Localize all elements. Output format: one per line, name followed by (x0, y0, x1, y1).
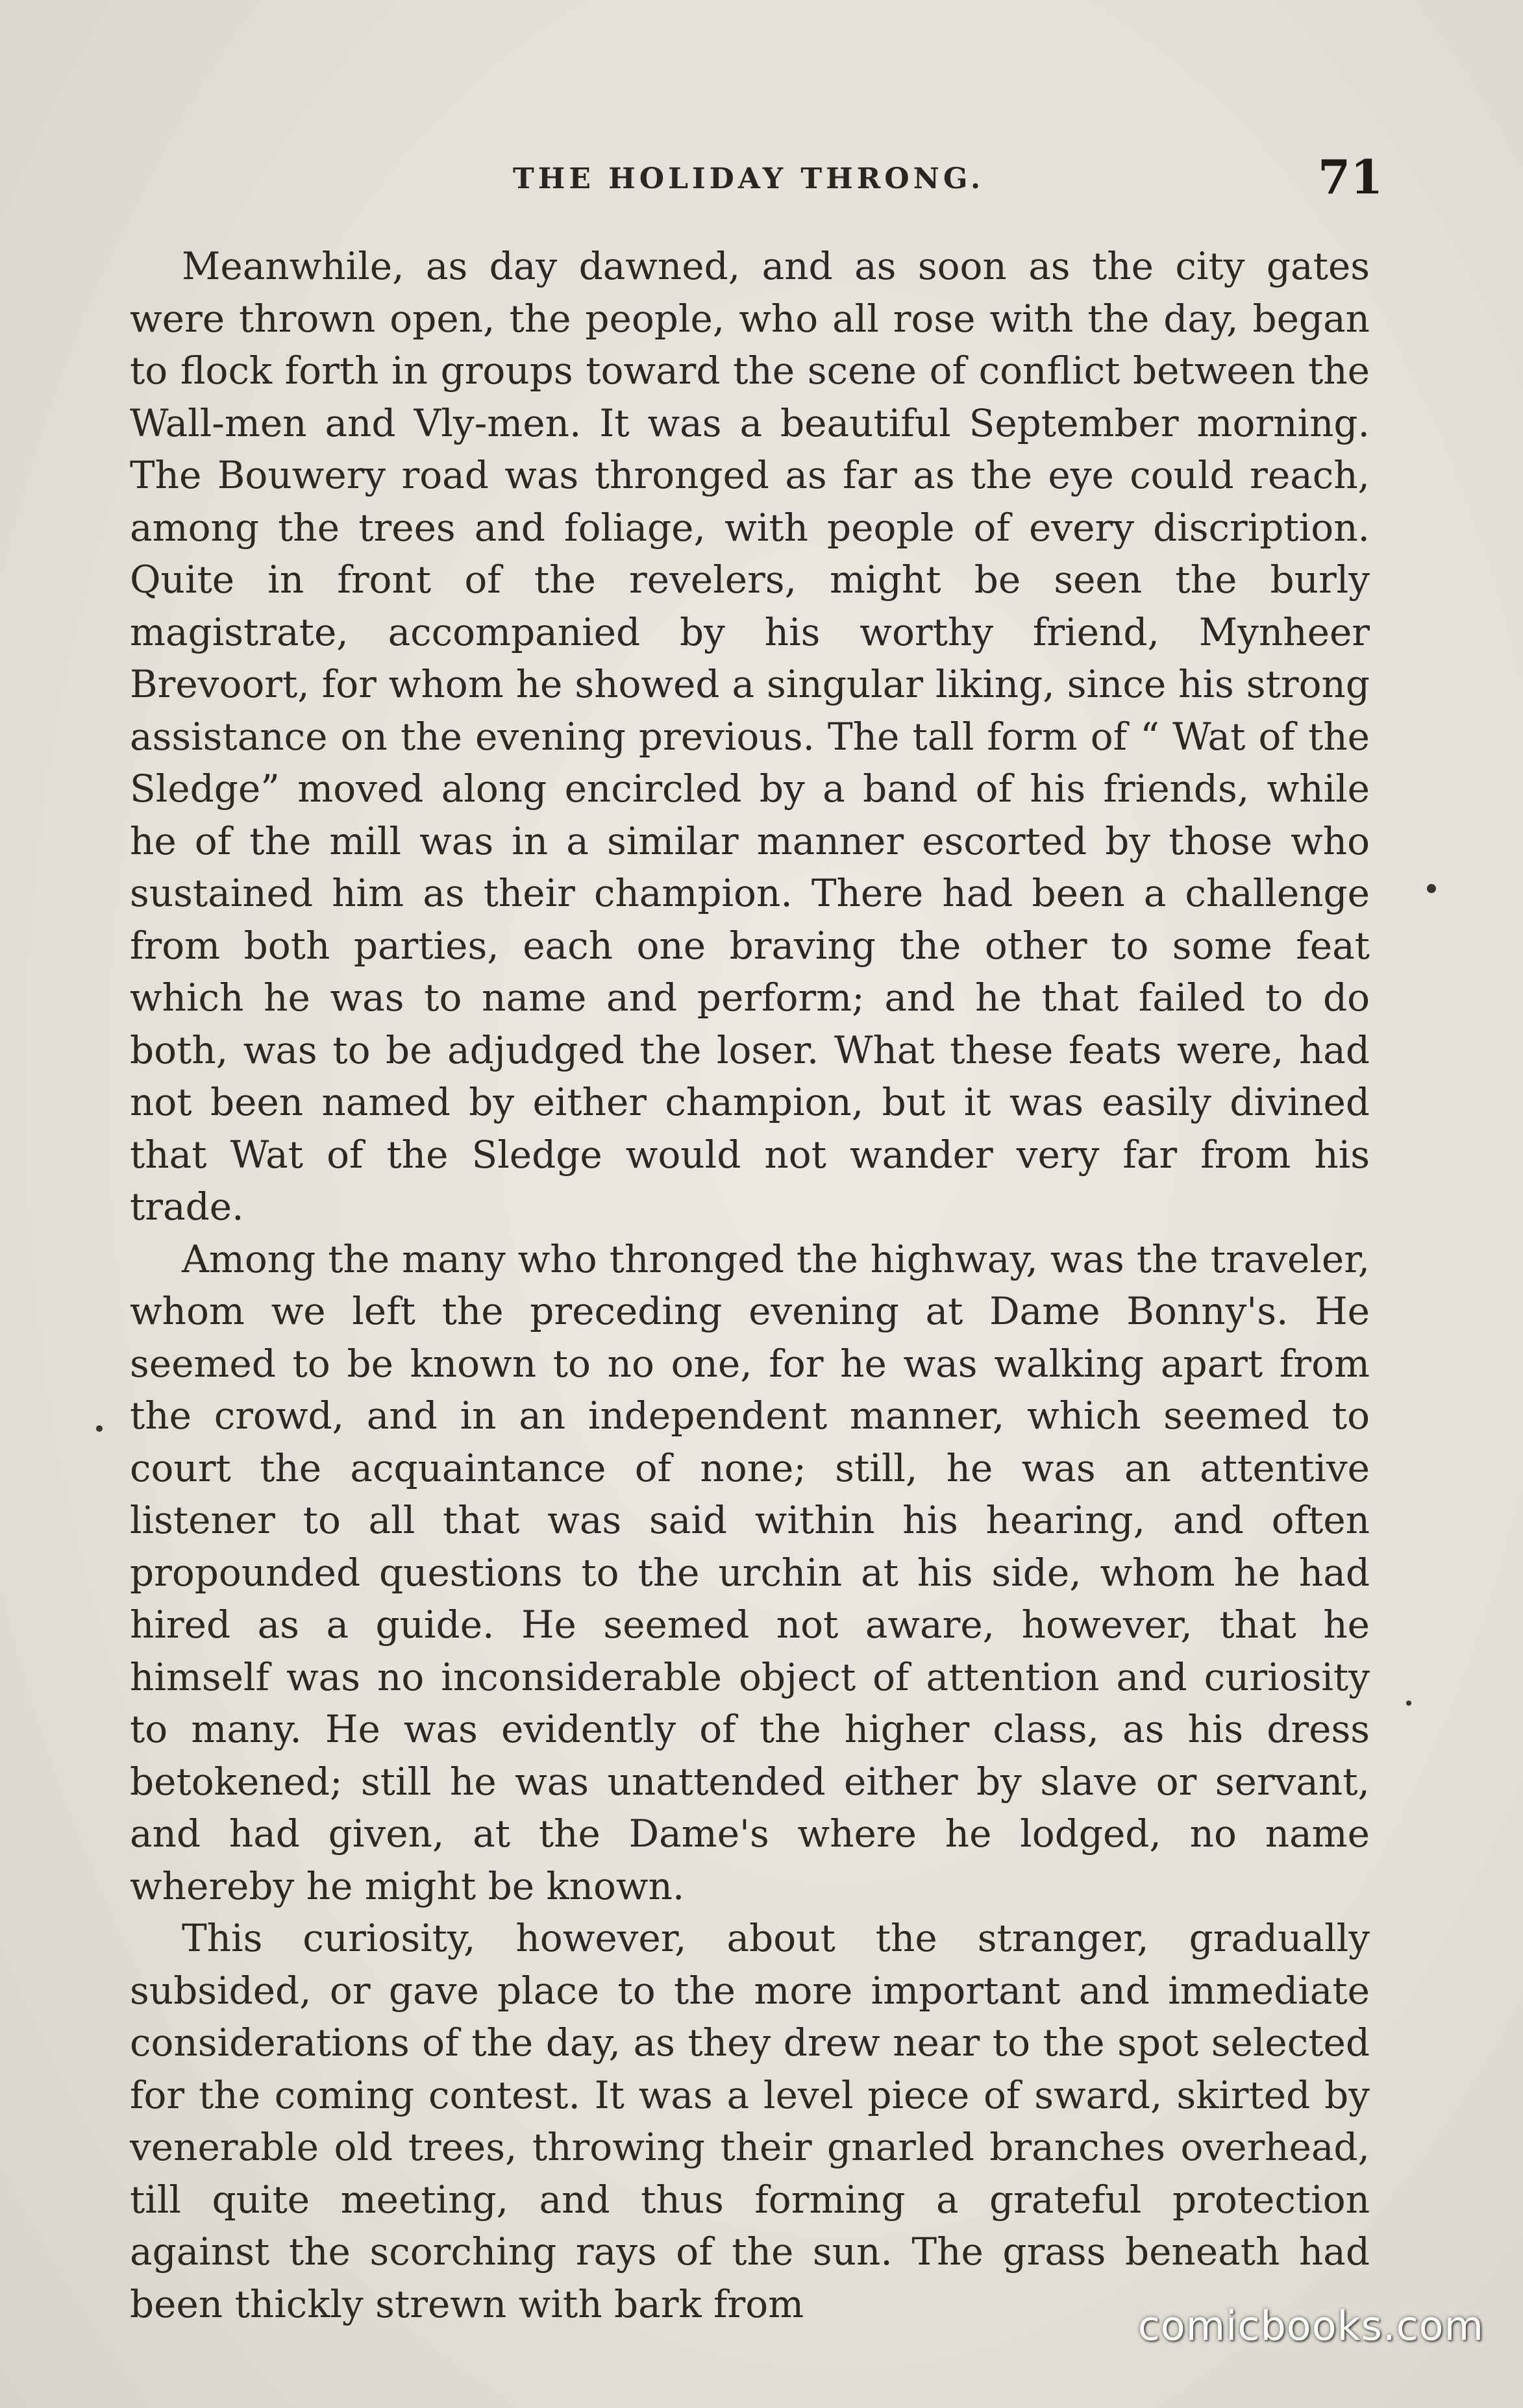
ink-speck (1427, 884, 1436, 893)
chapter-title: THE HOLIDAY THRONG. (513, 162, 985, 195)
paragraph-2: Among the many who thronged the highway, was the traveler, whom we left the preceding evening at Dame Bonny's. He seemed to be known to no one, for he was walking apart from the crowd, and in an independent manner, which seemed to court the acquaintance of none; still, he was an attentive listener to all that was said within his hearing, and often propounded questions to the urchin at his side, whom he had hired as a guide. He seemed not aware, however, that he himself was no inconsiderable object of attention and curiosity to many. He was evidently of the higher class, as his dress betokened; still he was unattended either by slave or servant, and had given, at the Dame's where he lodged, no name whereby he might be known. (130, 1236, 1370, 1908)
paragraph-1: Meanwhile, as day dawned, and as soon as the city gates were thrown open, the people, who all rose with the day, began to flock forth in groups toward the scene of conflict between the Wall-men and Vly-men. It was a beautiful September morning. The Bouwery road was thronged as far as the eye could reach, among the trees and foliage, with people of every discription. Quite in front of the revelers, might be seen the burly magistrate, accompanied by his worthy friend, Mynheer Brevoort, for whom he showed a singular liking, since his strong assistance on the evening previous. The tall form of “ Wat of the Sledge” moved along encircled by a band of his friends, while he of the mill was in a similar manner escorted by those who sustained him as their champion. There had been a challenge from both parties, each one braving the other to some feat which he was to name and perform; and he that failed to do both, was to be adjudged the loser. What these feats were, had not been named by either champion, but it was easily divined that Wat of the Sledge would not wander very far from his trade. (130, 244, 1370, 1229)
ink-speck (1406, 1701, 1411, 1706)
paragraph-3: This curiosity, however, about the stranger, gradually subsided, or gave place to the more important and immediate considerations of the day, as they drew near to the spot selected for the coming contest. It was a level piece of sward, skirted by venerable old trees, throwing their gnarled branches overhead, till quite meeting, and thus forming a grateful protection against the scorching rays of the sun. The grass beneath had been thickly strewn with bark from (130, 1916, 1370, 2326)
ink-speck (96, 1425, 103, 1432)
body-text (130, 240, 1370, 2330)
running-head (0, 149, 1523, 214)
watermark: comicbooks.com (1137, 2302, 1484, 2350)
page-number: 71 (1318, 149, 1383, 204)
